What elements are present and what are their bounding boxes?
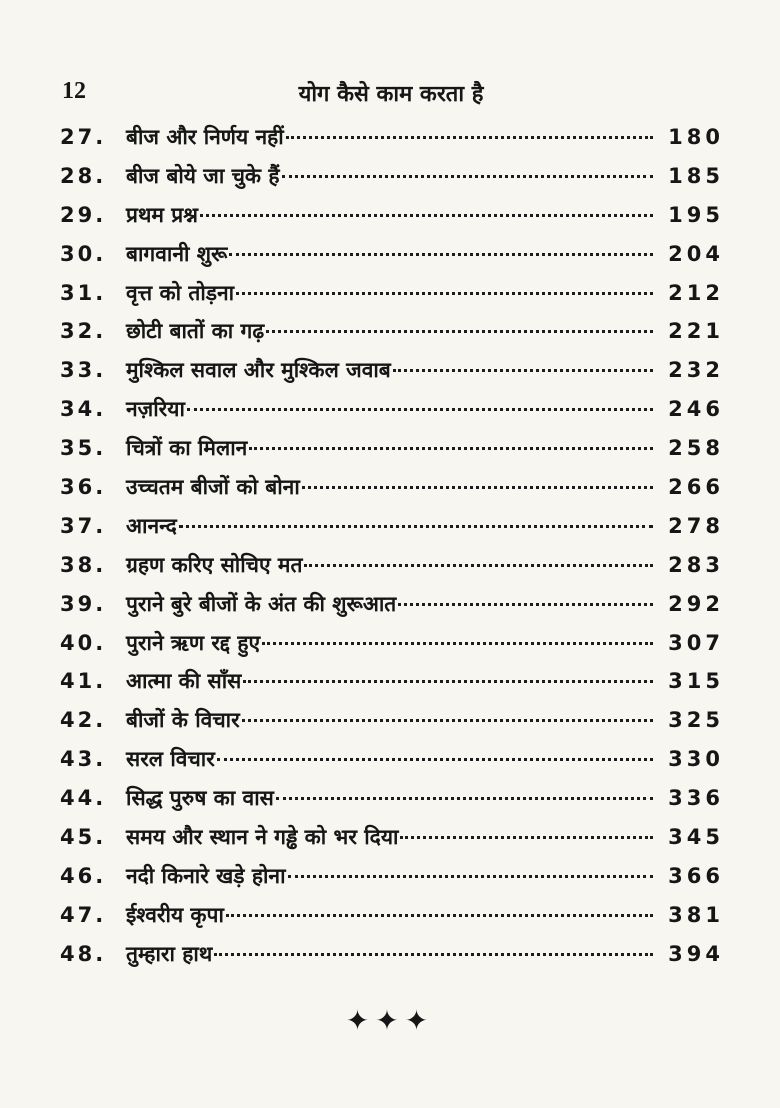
chapter-title: सरल विचार [126, 747, 215, 772]
page-ref: 307 [668, 630, 724, 655]
chapter-number: 47. [60, 902, 107, 927]
dot-leader [236, 292, 653, 295]
toc-entry [60, 546, 724, 585]
dot-leader [393, 369, 653, 372]
chapter-number: 35. [60, 436, 107, 461]
chapter-title: आत्मा की साँस [126, 669, 242, 694]
chapter-title: सिद्ध पुरुष का वास [126, 786, 274, 811]
chapter-title: नज़रिया [126, 397, 185, 422]
chapter-title: आनन्द [126, 513, 177, 538]
chapter-title: वृत्त को तोड़ना [126, 280, 235, 305]
page-ref: 315 [668, 669, 724, 694]
chapter-number: 38. [60, 552, 107, 577]
chapter-number: 30. [60, 241, 107, 266]
chapter-title: छोटी बातों का गढ़ [126, 319, 265, 344]
page-ref: 204 [668, 241, 724, 266]
chapter-number: 36. [60, 475, 107, 500]
chapter-number: 43. [60, 747, 107, 772]
chapter-number: 29. [60, 202, 107, 227]
dot-leader [243, 680, 653, 683]
chapter-title: मुश्किल सवाल और मुश्किल जवाब [126, 358, 391, 383]
toc-entry [60, 351, 724, 390]
chapter-number: 32. [60, 319, 107, 344]
page-ref: 381 [668, 902, 724, 927]
dot-leader [242, 719, 653, 722]
toc-entry [60, 235, 724, 274]
toc-entry [60, 507, 724, 546]
page-ref: 246 [668, 397, 724, 422]
toc-entry [60, 624, 724, 663]
chapter-number: 45. [60, 825, 107, 850]
dot-leader [286, 136, 653, 139]
chapter-title: तुम्हारा हाथ [126, 941, 213, 966]
toc-entry [60, 390, 724, 429]
toc-entry [60, 429, 724, 468]
chapter-number: 31. [60, 280, 107, 305]
chapter-title: बीज और निर्णय नहीं [126, 125, 284, 149]
table-of-contents [60, 118, 724, 974]
page-ref: 278 [668, 513, 724, 538]
chapter-number: 33. [60, 358, 107, 383]
toc-entry [60, 274, 724, 313]
page-ref: 221 [668, 319, 724, 344]
page-ref: 292 [668, 591, 724, 616]
page-ref: 232 [668, 358, 724, 383]
chapter-title: प्रथम प्रश्न [126, 202, 199, 227]
dot-leader [187, 408, 653, 411]
dot-leader [226, 914, 653, 917]
page-ref: 185 [668, 163, 724, 188]
toc-entry [60, 585, 724, 624]
page-ref: 394 [668, 941, 724, 966]
chapter-number: 46. [60, 863, 107, 888]
chapter-number: 39. [60, 591, 107, 616]
toc-entry [60, 662, 724, 701]
toc-entry [60, 935, 724, 974]
page-ref: 330 [668, 747, 724, 772]
dot-leader [217, 758, 653, 761]
page-ref: 345 [668, 825, 724, 850]
chapter-number: 40. [60, 630, 107, 655]
toc-entry [60, 118, 724, 157]
page-ref: 336 [668, 786, 724, 811]
chapter-title: पुराने ऋण रद्द हुए [126, 630, 261, 655]
page-ref: 258 [668, 436, 724, 461]
page-ref: 366 [668, 863, 724, 888]
chapter-number: 28. [60, 163, 107, 188]
chapter-number: 37. [60, 513, 107, 538]
chapter-title: बागवानी शुरू [126, 241, 228, 266]
star-ornament: ✦✦✦ [345, 1004, 435, 1037]
dot-leader [249, 447, 653, 450]
toc-entry [60, 468, 724, 507]
page-ref: 195 [668, 202, 724, 227]
chapter-number: 48. [60, 941, 107, 966]
chapter-title: उच्चतम बीजों को बोना [126, 475, 300, 500]
dot-leader [214, 953, 653, 956]
toc-entry [60, 740, 724, 779]
toc-entry [60, 818, 724, 857]
chapter-title: ईश्वरीय कृपा [126, 902, 224, 927]
toc-entry [60, 312, 724, 351]
page-number: 12 [62, 78, 86, 104]
chapter-title: बीज बोये जा चुके हैं [126, 163, 280, 188]
toc-entry [60, 779, 724, 818]
toc-entry [60, 896, 724, 935]
dot-leader [266, 330, 653, 333]
chapter-number: 44. [60, 786, 107, 811]
running-title: योग कैसे काम करता है [298, 82, 484, 107]
chapter-title: ग्रहण करिए सोचिए मत [126, 552, 303, 577]
toc-entry [60, 857, 724, 896]
toc-entry [60, 157, 724, 196]
dot-leader [282, 175, 653, 178]
chapter-title: समय और स्थान ने गड्ढे को भर दिया [126, 825, 399, 850]
chapter-number: 34. [60, 397, 107, 422]
page-ref: 180 [668, 125, 724, 149]
page-ref: 283 [668, 552, 724, 577]
dot-leader [229, 253, 653, 256]
dot-leader [400, 836, 653, 839]
dot-leader [262, 642, 653, 645]
toc-entry [60, 701, 724, 740]
page-header [62, 76, 720, 112]
page-ref: 266 [668, 475, 724, 500]
dot-leader [302, 486, 653, 489]
dot-leader [288, 875, 653, 878]
chapter-number: 41. [60, 669, 107, 694]
chapter-title: चित्रों का मिलान [126, 436, 248, 461]
chapter-title: बीजों के विचार [126, 708, 240, 733]
dot-leader [179, 525, 653, 528]
chapter-title: पुराने बुरे बीजों के अंत की शुरूआत [126, 591, 397, 616]
page-ref: 325 [668, 708, 724, 733]
dot-leader [398, 603, 653, 606]
chapter-number: 27. [60, 125, 107, 149]
dot-leader [276, 797, 653, 800]
dot-leader [304, 564, 653, 567]
dot-leader [200, 214, 653, 217]
page-ref: 212 [668, 280, 724, 305]
chapter-number: 42. [60, 708, 107, 733]
toc-entry [60, 196, 724, 235]
chapter-title: नदी किनारे खड़े होना [126, 863, 286, 888]
